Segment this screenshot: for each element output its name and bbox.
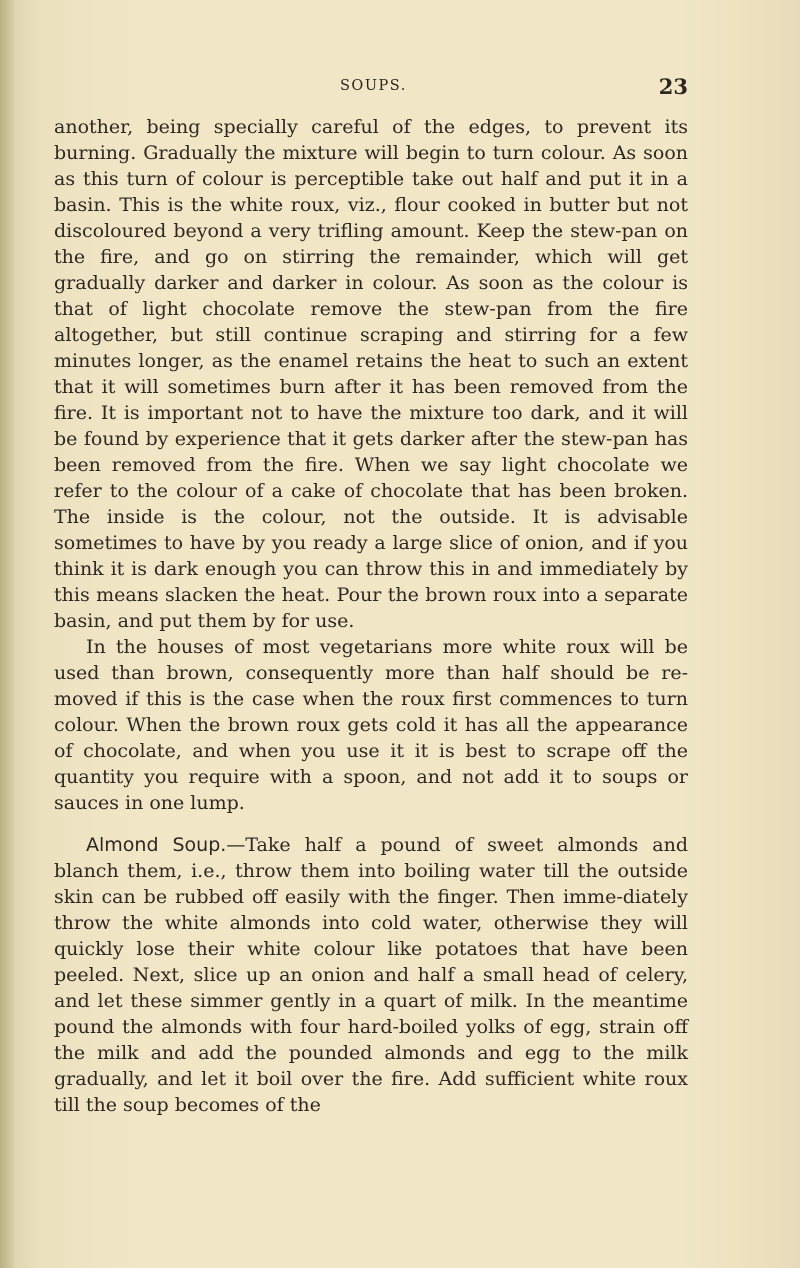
page-gutter [0,0,14,1268]
recipe-text-almond-soup: —Take half a pound of sweet almonds and blanch them, i.e., throw them into boiling water till the outside skin can be rubbed off easily with the finger. Then imme-diately throw the white almonds into cold water, otherwise they will quickly lose their white colour like potatoes that have been peeled. Next, slice up an onion and half a small head of celery, and let these simmer gently in a quart of milk. In the meantime pound the almonds with four hard-boiled yolks of egg, strain off the milk and add the pounded almonds and egg to the milk gradually, and let it boil over the fire. Add sufficient white roux till the soup becomes of the [54,834,688,1116]
paragraph-roux-continued: another, being specially careful of the edges, to prevent its burning. Gradually the mixture will begin to turn colour. As soon as this turn of colour is perceptible take out half and put it in a basin. This is the white roux, viz., flour cooked in butter but not discoloured beyond a very trifling amount. Keep the stew-pan on the fire, and go on stirring the remainder, which will get gradually darker and darker in colour. As soon as the colour is that of light chocolate remove the stew-pan from the fire altogether, but still continue scraping and stirring for a few minutes longer, as the enamel retains the heat to such an extent that it will sometimes burn after it has been removed from the fire. It is important not to have the mixture too dark, and it will be found by experience that it gets darker after the stew-pan has been removed from the fire. When we say light chocolate we refer to the colour of a cake of chocolate that has been broken. The inside is the colour, not the outside. It is advisable sometimes to have by you ready a large slice of onion, and if you think it is dark enough you can throw this in and immediately by this means slacken the heat. Pour the brown roux into a separate basin, and put them by for use. [54,116,688,632]
paragraph-almond-soup [54,832,688,1118]
paragraph-gap [54,816,688,832]
page-body [54,114,688,1118]
running-head: SOUPS. [340,78,407,94]
recipe-title-almond-soup: Almond Soup. [86,834,227,856]
page-number: 23 [658,74,688,99]
paragraph-vegetarian-roux: In the houses of most vegetarians more white roux will be used than brown, consequently more than half should be re-moved if this is the case when the roux first commences to turn colour. When the brown roux gets cold it has all the appearance of chocolate, and when you use it it is best to scrape off the quantity you require with a spoon, and not add it to soups or sauces in one lump. [54,636,688,814]
page-header [340,74,688,104]
